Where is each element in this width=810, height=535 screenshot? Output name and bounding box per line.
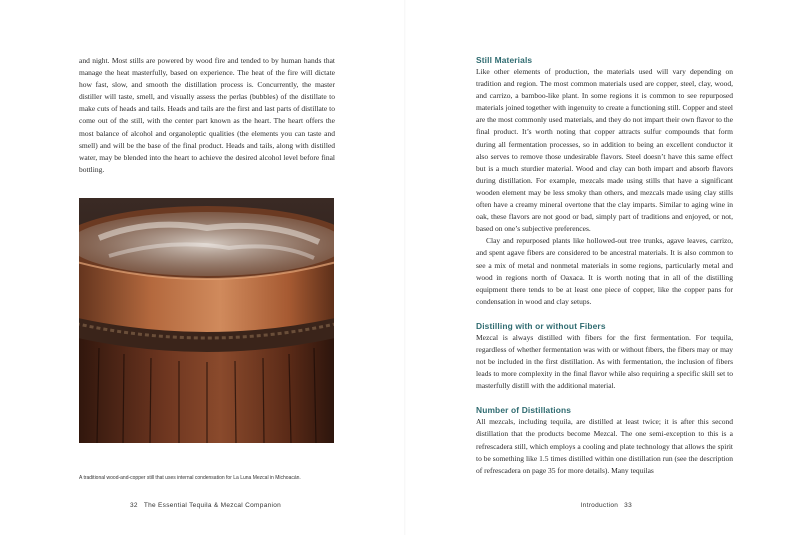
right-page-number: 33: [624, 502, 632, 509]
distilling-fibers-paragraph: Mezcal is always distilled with fibers for the first fermentation. For tequila, regardless of whether fermentation was with or without fibers, the fibers may or may not be included in the first distillation. As with fermentation, the inclusion of fibers leads to more complexity in the final flavor while also requiring a specific skill set to masterfully distill with the additional material.: [476, 332, 733, 391]
right-text-column: [476, 54, 733, 477]
left-running-title: The Essential Tequila & Mezcal Companion: [143, 502, 282, 509]
number-of-distillations-paragraph: All mezcals, including tequila, are distilled at least twice; it is after this second distillation that the products become Mezcal. The one semi-exception to this is a refrescadera still, which employs a cooling and plate technology that allows the spirit to be something like 1.5 times distilled within one distillation run (see the description of refrescadera on page 35 for more details). Many tequilas: [476, 417, 733, 475]
section-heading-number-of-distillations: Number of Distillations: [476, 405, 572, 416]
still-materials-paragraph-1: Like other elements of production, the materials used will vary depending on tradition and region. The most common materials used are copper, steel, clay, wood, and carrizo, a bamboo-like plant. In some regions it is common to see repurposed materials joined together with ingenuity to create a functioning still. Copper and steel are the most commonly used materials, and they do not impart their own flavor to the final product. It’s worth noting that copper attracts sulfur compounds that form during all fermentation processes, so in addition to being an excellent conductor it also serves to remove those undesirable flavors. Steel doesn’t have this same effect but is a much sturdier material. Wood and clay can both impart and absorb flavors during distillation. For example, mezcals made using stills that have a significant wooden element may be less smoky than others, and mezcals made using clay stills often have a creamy mineral overtone that the clay imparts. Similar to aging wine in oak, these flavors are not good or bad, simply part of traditions and enjoyed, or not, based on one’s subjective preferences.: [476, 67, 733, 234]
right-folio: [575, 502, 632, 509]
left-paragraph-1: and night. Most stills are powered by wood fire and tended to by human hands that manage the heat masterfully, based on experience. The heat of the fire will dictate how fast, slow, and smooth the distillation process is. Concurrently, the master distiller will taste, smell, and visually assess the perlas (bubbles) of the distillate to make cuts of heads and tails. Heads and tails are the first and last parts of distillate to come out of the still, with the center part known as the heart. The heart offers the most balance of alcohol and organoleptic qualities (the elements you can taste and smell) and will be the base of the final product. Heads and tails, along with distilled water, may be blended into the heart to achieve the desired alcohol level before final bottling.: [79, 56, 335, 174]
copper-still-illustration: [79, 198, 334, 443]
section-heading-distilling-fibers: Distilling with or without Fibers: [476, 320, 606, 331]
copper-still-photo: [79, 198, 334, 443]
right-running-title: Introduction: [580, 502, 619, 509]
section-heading-still-materials: Still Materials: [476, 55, 533, 65]
left-text-column: [79, 55, 335, 176]
photo-caption: A traditional wood-and-copper still that uses internal condensation for La Luna Mezcal in Michoacán.: [79, 475, 301, 481]
still-materials-paragraph-2: Clay and repurposed plants like hollowed-out tree trunks, agave leaves, carrizo, and spent agave fibers are considered to be ancestral materials. It is also common to see a mix of metal and nonmetal materials in some regions, particularly metal and wood in regions north of Oaxaca. It is worth noting that in all of the distilling equipment there tends to be at least one piece of copper, like the copper pans for condensation in wood and clay setups.: [476, 236, 733, 306]
left-folio: [130, 502, 287, 509]
left-page-number: 32: [130, 502, 138, 509]
page-gutter: [404, 0, 406, 535]
